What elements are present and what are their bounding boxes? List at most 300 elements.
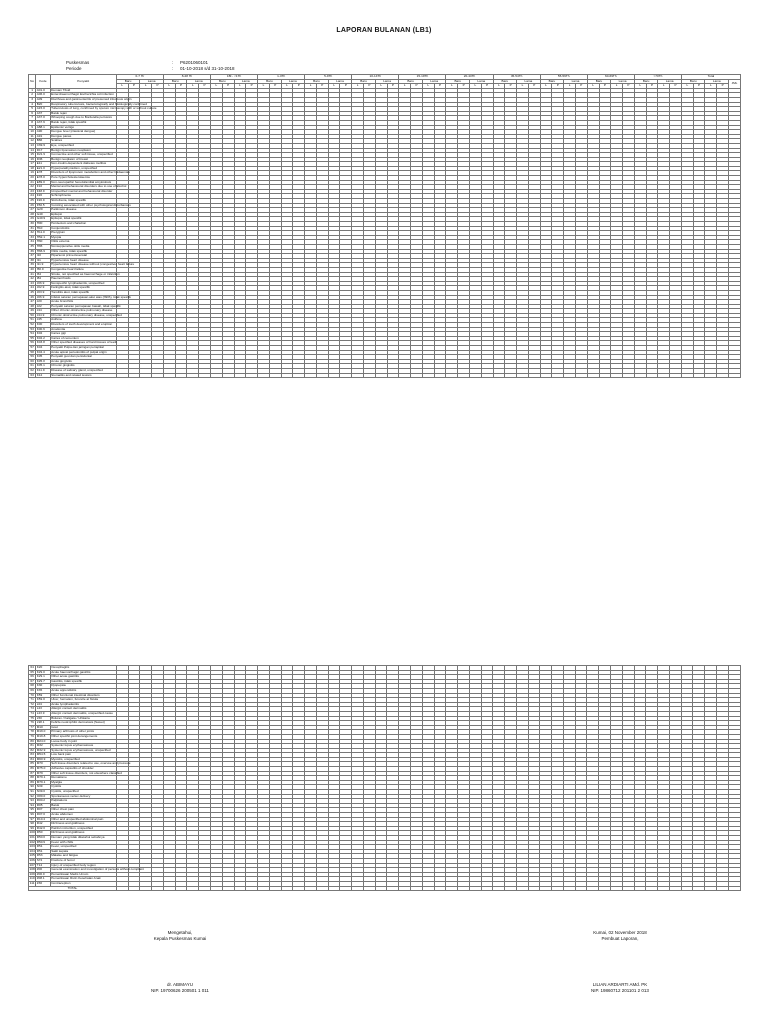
row-number: 19 — [30, 170, 34, 175]
row-number: 11 — [30, 133, 34, 138]
disease-name: Penyakit gusi dan periodontal — [50, 355, 116, 360]
disease-name: Hyperparathyroidism, unspecified — [50, 166, 116, 171]
count-cell — [246, 373, 258, 378]
sex-p-header: P — [175, 84, 187, 89]
disease-name: Epidemic vertigo — [50, 125, 116, 130]
sex-l-header: L — [281, 84, 293, 89]
count-cell — [140, 373, 152, 378]
count-cell — [387, 373, 399, 378]
row-number: 26 — [30, 202, 34, 207]
disease-name: Disease of salivary gland, unspecified — [50, 369, 116, 374]
sex-l-header: L — [540, 84, 552, 89]
row-number: 46 — [30, 294, 34, 299]
disease-code: K00 — [36, 323, 50, 328]
periode-label: Periode — [66, 66, 82, 71]
row-number: 62 — [30, 368, 34, 372]
baru-header: Baru — [352, 79, 376, 84]
disease-name: Hordeolum and chalazion — [50, 222, 116, 227]
disease-code: K03.8 — [36, 341, 50, 346]
disease-name: Anodontia — [50, 327, 116, 332]
sex-l-header: L — [352, 84, 364, 89]
row-number: 4 — [29, 102, 36, 107]
disease-code: H10 — [36, 226, 50, 231]
baru-header: Baru — [116, 79, 140, 84]
disease-code: K00.6 — [36, 327, 50, 332]
baru-header: Baru — [681, 79, 705, 84]
row-number: 84 — [30, 756, 34, 761]
sex-p-header: P — [411, 84, 423, 89]
disease-name: Batuk rejan — [50, 111, 116, 116]
row-number: 43 — [30, 280, 34, 285]
row-number: 16 — [30, 156, 34, 161]
row-number: 42 — [30, 276, 34, 281]
disease-name: Connective and other soft tissue, unspecified — [50, 153, 116, 158]
disease-code: E89.0 — [36, 180, 50, 185]
disease-name: Dengue panas — [50, 134, 116, 139]
disease-name: Enterohaemorrhagic Escherichia coli infection — [50, 93, 116, 98]
disease-name: Hipertensi primer/esensial — [50, 254, 116, 259]
lama-header: Lama — [658, 79, 682, 84]
count-cell — [517, 373, 529, 378]
disease-code: K02.2 — [36, 336, 50, 341]
periode-colon: : — [172, 66, 174, 71]
disease-name: Demam Tifoid — [50, 88, 116, 93]
disease-code: K05.0 — [36, 359, 50, 364]
disease-code: F50.5 — [36, 203, 50, 208]
disease-name: Otitis media, tidak spesifik — [50, 249, 116, 254]
row-number: 31 — [30, 225, 34, 230]
disease-code: E78.0 — [36, 176, 50, 181]
disease-code: K20 — [36, 666, 50, 671]
sex-p-header: P — [316, 84, 328, 89]
row-number: 61 — [30, 363, 34, 368]
penyakit-header: Penyakit — [50, 75, 116, 89]
age-group-header: >70Th — [634, 75, 681, 80]
disease-name: Vomiting associated with other psychological disturbances — [51, 202, 131, 207]
disease-name: Skizofrenia, tidak spesifik — [50, 199, 116, 204]
disease-name: Nonsuppurative otitis media — [50, 244, 116, 249]
sex-p-header: P — [293, 84, 305, 89]
disease-name: Other acute gastritis — [50, 675, 116, 680]
disease-code: K12 — [36, 373, 50, 378]
disease-name: Stomatitis and related lesions — [50, 373, 116, 378]
count-cell — [375, 373, 387, 378]
row-number: 41 — [30, 271, 34, 276]
disease-name: Systemic lupus erythematosus, unspecified — [50, 748, 116, 753]
disease-name: Scabies — [50, 139, 116, 144]
disease-code: J06.9 — [36, 295, 50, 300]
count-cell — [116, 373, 128, 378]
lama-header: Lama — [187, 79, 211, 84]
kode-header: Kode — [36, 75, 50, 89]
count-cell — [222, 373, 234, 378]
disease-code: A15.0 — [36, 107, 50, 112]
disease-code: J22 — [36, 304, 50, 309]
count-cell — [293, 373, 305, 378]
sex-l-header: L — [705, 84, 717, 89]
count-cell — [564, 373, 576, 378]
disease-code: E11 — [36, 162, 50, 167]
row-number: 80 — [30, 738, 34, 743]
sex-p-header: P — [458, 84, 470, 89]
disease-name: Other chronic obstructive pulmonary disease — [50, 309, 116, 314]
row-number: 60 — [30, 358, 34, 363]
count-cell — [458, 373, 470, 378]
row-number: 24 — [30, 193, 34, 198]
disease-code: A90 — [36, 130, 50, 135]
row-number: 7 — [29, 116, 36, 121]
sex-l-header: L — [469, 84, 481, 89]
age-group-header: 45-54Th — [493, 75, 540, 80]
row-number: 35 — [30, 243, 34, 248]
sex-l-header: L — [187, 84, 199, 89]
disease-code: M19.8 — [36, 734, 50, 739]
lama-header: Lama — [564, 79, 588, 84]
disease-name: Adhesive capsulitis of shoulder — [50, 767, 116, 772]
row-number: 2 — [29, 93, 36, 98]
row-number: 6 — [29, 111, 36, 116]
row-number: 20 — [30, 175, 34, 180]
count-cell — [210, 373, 222, 378]
disease-name: Benign lipomatous neoplasm — [50, 148, 116, 153]
age-group-header: 8-28 Hr — [163, 75, 210, 80]
age-group-header: 20-44Th — [446, 75, 493, 80]
disease-name: Benign neoplasm of breast — [50, 157, 116, 162]
lama-header: Lama — [375, 79, 399, 84]
row-number: 33 — [30, 234, 34, 239]
disease-name: Loose body in joint — [50, 739, 116, 744]
sex-l-header: L — [422, 84, 434, 89]
disease-code: L98.1 — [36, 721, 50, 726]
disease-code: M70 — [36, 762, 50, 767]
disease-code: F20.9 — [36, 199, 50, 204]
disease-name: Conjunctivitis — [50, 226, 116, 231]
row-number: 85 — [30, 761, 34, 766]
disease-code: A91 — [36, 134, 50, 139]
sex-p-header: P — [434, 84, 446, 89]
count-cell — [528, 373, 540, 378]
disease-name: Hypertensive heart disease without (congestive) heart failure — [51, 262, 135, 267]
disease-code: I10 — [36, 254, 50, 259]
disease-name: Pterygium — [50, 231, 116, 236]
disease-code: I50.0 — [36, 267, 50, 272]
count-cell — [175, 373, 187, 378]
row-number: 65 — [30, 669, 34, 674]
puskesmas-colon: : — [172, 60, 174, 65]
disease-code: M60.9 — [36, 757, 50, 762]
row-number: 73 — [30, 706, 34, 711]
disease-code: M75.0 — [36, 767, 50, 772]
row-number: 86 — [30, 766, 34, 771]
row-number: 8 — [29, 120, 36, 125]
row-number: 10 — [30, 129, 34, 134]
disease-code: I11.9 — [36, 263, 50, 268]
row-number: 29 — [30, 216, 34, 221]
count-cell — [705, 373, 717, 378]
disease-code: J20 — [36, 300, 50, 305]
disease-name: Otitis externa — [50, 240, 116, 245]
disease-code: H11.0 — [36, 231, 50, 236]
count-cell — [269, 373, 281, 378]
row-number: 21 — [30, 179, 34, 184]
row-number: 54 — [30, 331, 34, 336]
row-number: 81 — [30, 743, 34, 748]
row-number: 27 — [30, 207, 34, 212]
sex-l-header: L — [305, 84, 317, 89]
disease-name: Non-insulin-dependent diabetes mellitus — [50, 162, 116, 167]
disease-code: A37 — [36, 111, 50, 116]
disease-code: M10 — [36, 725, 50, 730]
row-number: 30 — [30, 221, 34, 225]
disease-code: A37.0 — [36, 116, 50, 121]
age-group-header: 10-14Th — [352, 75, 399, 80]
lama-header: Lama — [469, 79, 493, 84]
disease-name: Hypertensive heart disease — [50, 258, 116, 263]
disease-name: Gastritis, tidak spesifik — [50, 679, 116, 684]
disease-name: Epilepsi — [50, 212, 116, 217]
row-number: 69 — [30, 687, 34, 692]
count-cell — [128, 373, 140, 378]
age-group-header: Total — [681, 75, 740, 80]
disease-name: Tuberculosis of lung, confirmed by sputum microscopy with or without culture — [51, 106, 157, 111]
count-cell — [328, 373, 340, 378]
count-cell — [163, 373, 175, 378]
disease-code: I84 — [36, 277, 50, 282]
sex-p-header: P — [670, 84, 682, 89]
disease-name: Acute lymphadenitis — [50, 702, 116, 707]
row-number: 74 — [30, 710, 34, 715]
disease-name: Nonspecific lymphadenitis, unspecified — [50, 281, 116, 286]
disease-code: J44 — [36, 309, 50, 314]
disease-name: Caries gigi — [50, 332, 116, 337]
sex-p-header: P — [623, 84, 635, 89]
disease-name: Congestive heart failure — [50, 267, 116, 272]
row-number: 82 — [30, 747, 34, 752]
row-number: 53 — [30, 326, 34, 331]
disease-name: Batuk rejan, tidak spesifik — [50, 120, 116, 125]
age-group-header: 0-7 Hr — [116, 75, 163, 80]
disease-name: Disorders of lipoprotein metabolism and other lipidaemias — [51, 170, 130, 175]
row-number: 47 — [30, 299, 34, 304]
count-cell — [281, 373, 293, 378]
count-cell — [552, 373, 564, 378]
disease-name: Other functional intestinal disorders — [50, 693, 116, 698]
disease-code: A37.9 — [36, 120, 50, 125]
disease-code: B86 — [36, 139, 50, 144]
disease-name: Respiratory tuberculosis, bacteriologically and histologically confirmed — [51, 101, 147, 106]
row-number: 44 — [30, 285, 34, 290]
disease-code: J44.9 — [36, 313, 50, 318]
sex-p-header: P — [340, 84, 352, 89]
disease-code: K29.7 — [36, 679, 50, 684]
sex-l-header: L — [399, 84, 411, 89]
age-group-header: 1Bl - <1Th — [210, 75, 257, 80]
lama-header: Lama — [517, 79, 541, 84]
count-cell — [493, 373, 505, 378]
disease-name: Gout — [50, 725, 116, 730]
lama-header: Lama — [328, 79, 352, 84]
row-number: 18 — [30, 165, 34, 170]
sex-p-header: P — [717, 84, 729, 89]
disease-code: E21.0 — [36, 166, 50, 171]
report-title: LAPORAN BULANAN (LB1) — [336, 27, 432, 34]
row-number: 58 — [30, 349, 34, 354]
row-number: 17 — [30, 161, 34, 166]
sex-p-header: P — [387, 84, 399, 89]
row-number: 59 — [30, 354, 34, 359]
disease-code: K11.9 — [36, 369, 50, 374]
disease-code: A01.0 — [36, 88, 50, 93]
count-cell — [364, 373, 376, 378]
row-number: 48 — [30, 303, 34, 308]
disease-name: Low back pain — [50, 753, 116, 758]
disease-code: K59.0 — [36, 698, 50, 703]
disease-code: K59 — [36, 693, 50, 698]
lama-header: Lama — [611, 79, 635, 84]
baru-header: Baru — [493, 79, 517, 84]
sex-l-header: L — [210, 84, 222, 89]
disease-code: M32.9 — [36, 748, 50, 753]
disease-code: L23 — [36, 707, 50, 712]
table-row — [29, 373, 741, 378]
disease-name: Oesophagitis — [50, 666, 116, 671]
row-number: 70 — [30, 692, 34, 697]
row-number: 72 — [30, 701, 34, 706]
count-cell — [540, 373, 552, 378]
row-number: 45 — [30, 289, 34, 294]
sex-l-header: L — [493, 84, 505, 89]
disease-name: Allergic contact dermatitis, unspecified cause — [50, 711, 116, 716]
count-cell — [634, 373, 646, 378]
sex-p-header: P — [646, 84, 658, 89]
sex-l-header: L — [140, 84, 152, 89]
count-cell — [587, 373, 599, 378]
row-number: 9 — [29, 125, 36, 130]
disease-code: K04 — [36, 346, 50, 351]
row-number: 49 — [30, 308, 34, 313]
disease-code: G40 — [36, 212, 50, 217]
row-number: 39 — [30, 262, 34, 267]
sex-l-header: L — [375, 84, 387, 89]
row-number: 12 — [30, 138, 34, 143]
count-cell — [646, 373, 658, 378]
disease-name: Infeksi saluran pernapasan akut atas (ISPA), tidak spesifik — [51, 294, 131, 299]
disease-code: K05 — [36, 355, 50, 360]
periode-value: 01-10-2018 s/d 31-10-2018 — [180, 66, 235, 71]
disease-name: Soft tissue disorders related to use, overuse and pressure — [51, 761, 131, 766]
disease-name: Pure hypercholesterolaemia — [50, 176, 116, 181]
row-number: 55 — [30, 335, 34, 340]
disease-name: Allergic contact dermatitis — [50, 707, 116, 712]
baru-header: Baru — [305, 79, 329, 84]
disease-code: K35 — [36, 688, 50, 693]
disease-code: L04 — [36, 702, 50, 707]
count-cell — [693, 373, 705, 378]
count-cell — [599, 373, 611, 378]
disease-name: Chronic gingivitis — [50, 364, 116, 369]
disease-name: Myopia — [50, 235, 116, 240]
count-cell — [658, 373, 670, 378]
sex-p-header: P — [364, 84, 376, 89]
count-cell — [316, 373, 328, 378]
row-number: 57 — [30, 345, 34, 350]
row-number: 66 — [30, 674, 34, 679]
row-number: 64 — [30, 665, 34, 669]
sex-p-header: P — [481, 84, 493, 89]
count-cell — [234, 373, 246, 378]
disease-code: G20 — [36, 208, 50, 213]
disease-name: Faringitis akut, tidak spesifik — [50, 286, 116, 291]
disease-code: K29.0 — [36, 670, 50, 675]
disease-name: Unspecified mental and behavioural disorder — [50, 189, 116, 194]
sex-l-header: L — [658, 84, 670, 89]
sex-p-header: P — [599, 84, 611, 89]
sex-p-header: P — [269, 84, 281, 89]
sex-l-header: L — [163, 84, 175, 89]
disease-name: Acute bronchitis — [50, 300, 116, 305]
sex-p-header: P — [693, 84, 705, 89]
disease-code: D36 — [36, 157, 50, 162]
disease-name: Acute haemorrhagic gastritis — [50, 670, 116, 675]
disease-name: Acute gingivitis — [50, 359, 116, 364]
sex-l-header: L — [446, 84, 458, 89]
baru-header: Baru — [399, 79, 423, 84]
baru-header: Baru — [540, 79, 564, 84]
row-number: 71 — [30, 697, 34, 702]
count-cell — [623, 373, 635, 378]
sex-l-header: L — [328, 84, 340, 89]
row-number: 3 — [29, 97, 36, 102]
count-cell — [434, 373, 446, 378]
age-group-header: 1-4Th — [258, 75, 305, 80]
disease-code: F10 — [36, 185, 50, 190]
disease-code: D17 — [36, 148, 50, 153]
sex-l-header: L — [564, 84, 576, 89]
sex-p-header: P — [152, 84, 164, 89]
baru-header: Baru — [587, 79, 611, 84]
disease-code: H60 — [36, 240, 50, 245]
disease-name: Acute apical periodontitis of pulpal origin — [50, 350, 116, 355]
sex-p-header: P — [505, 84, 517, 89]
disease-code: A09 — [36, 97, 50, 102]
lama-header: Lama — [422, 79, 446, 84]
row-number: 67 — [30, 678, 34, 683]
disease-code: J45 — [36, 318, 50, 323]
puskesmas-label: Puskesmas — [66, 60, 90, 65]
lama-header: Lama — [234, 79, 258, 84]
lama-header: Lama — [140, 79, 164, 84]
count-cell — [199, 373, 211, 378]
count-cell — [187, 373, 199, 378]
count-cell — [717, 373, 729, 378]
disease-code: J03.9 — [36, 290, 50, 295]
sex-p-header: P — [199, 84, 211, 89]
report-table-part-1 — [28, 74, 741, 378]
count-cell — [422, 373, 434, 378]
count-cell — [469, 373, 481, 378]
disease-code: K02 — [36, 332, 50, 337]
disease-code: G40.9 — [36, 217, 50, 222]
age-group-header: 60-69Th — [587, 75, 634, 80]
disease-code: J02.9 — [36, 286, 50, 291]
disease-code: K04.4 — [36, 350, 50, 355]
disease-code: C69.9 — [36, 143, 50, 148]
sex-p-header: P — [128, 84, 140, 89]
disease-name: Dyspepsia — [50, 684, 116, 689]
disease-name: Acute appendicitis — [50, 688, 116, 693]
count-cell — [446, 373, 458, 378]
count-cell — [505, 373, 517, 378]
